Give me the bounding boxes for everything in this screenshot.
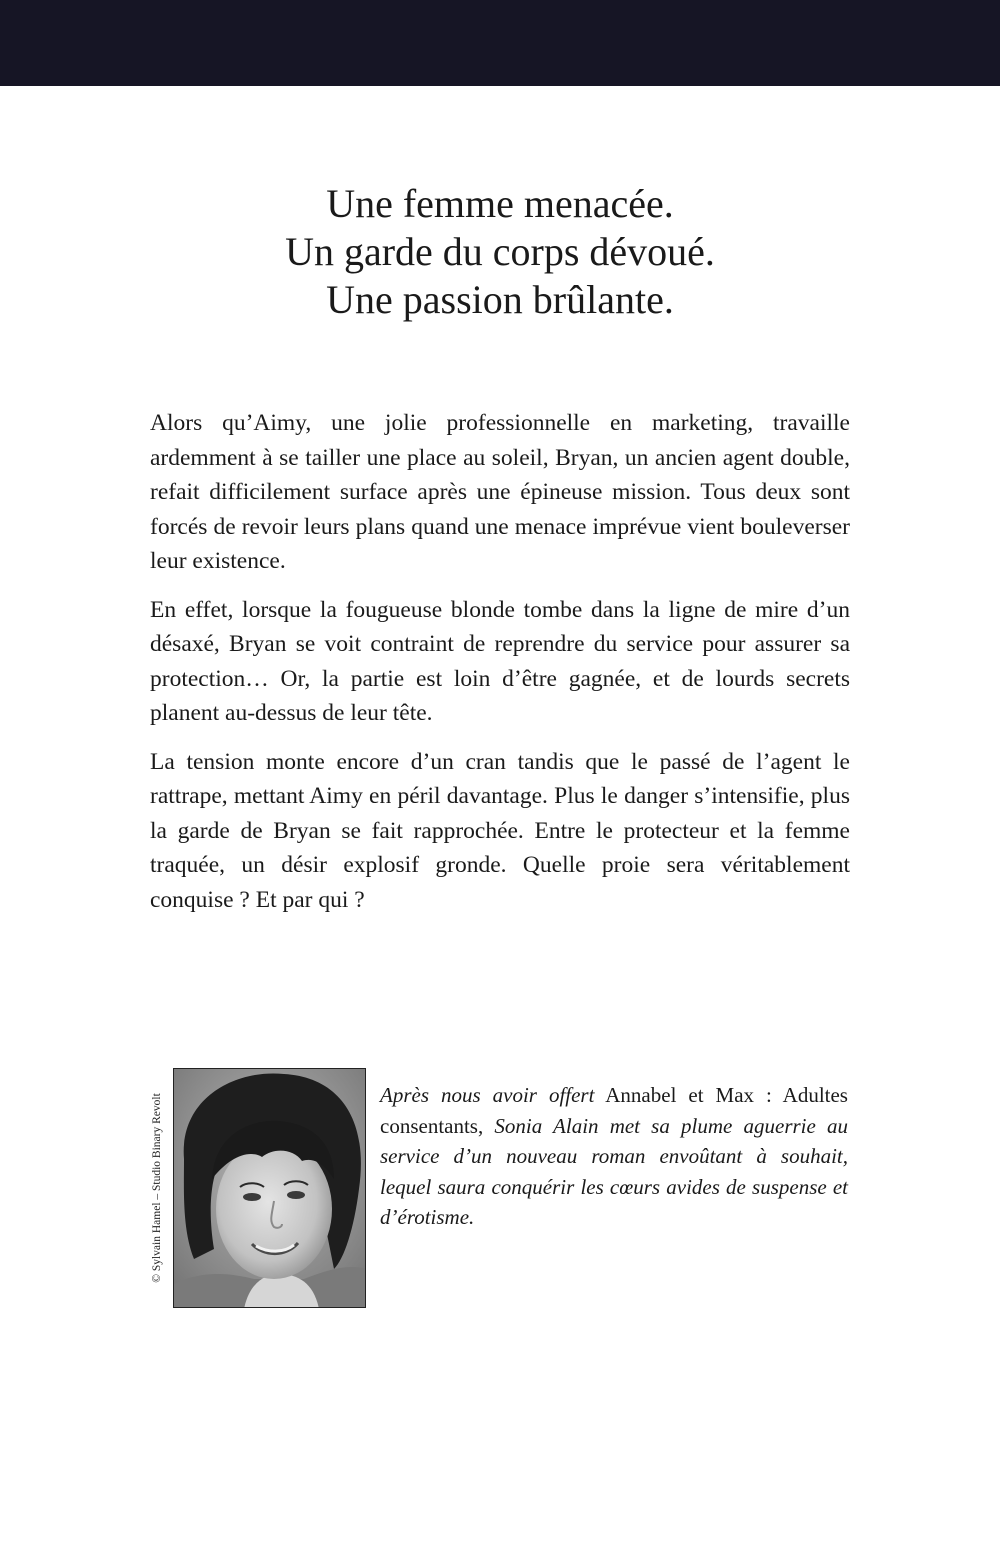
photo-credit: © Sylvain Hamel – Studio Binary Revolt — [151, 1093, 163, 1283]
bio-intro: Après nous avoir offert — [380, 1083, 595, 1107]
blurb-paragraph-3: La tension monte encore d’un cran tandis que le passé de l’agent le rattrape, mettant Aimy en péril davantage. Plus le danger s’intensifie, plus la garde de Bryan se fait rapprochée. Entre le protecteur et la femme traquée, un désir explosif gronde. Quelle proie sera véritablement conquise ? Et par qui ? — [150, 748, 850, 913]
blurb-paragraph-1: Alors qu’Aimy, une jolie professionnelle en marketing, travaille ardemment à se tailler une place au soleil, Bryan, un ancien agent double, refait difficilement surface après une épineuse mission. Tous deux sont forcés de revoir leurs plans quand une menace imprévue vient bouleverser leur existence. — [150, 410, 850, 574]
top-color-band — [0, 0, 1000, 86]
blurb-paragraph-2: En effet, lorsque la fougueuse blonde tombe dans la ligne de mire d’un désaxé, Bryan se voit contraint de reprendre du service pour assurer sa protection… Or, la partie est loin d’être gagnée, et de lourds secrets planent au-dessus de leur tête. — [150, 596, 850, 726]
photo-credit-wrapper — [146, 1068, 168, 1308]
author-portrait-image — [174, 1069, 366, 1308]
tagline-line-3: Une passion brûlante. — [326, 277, 674, 322]
author-photo — [173, 1068, 366, 1308]
back-cover-blurb — [150, 406, 850, 931]
tagline-line-1: Une femme menacée. — [326, 181, 674, 226]
tagline — [0, 180, 1000, 324]
author-bio — [380, 1080, 848, 1233]
bio-previous-title: Annabel et Max : Adultes consentants, — [380, 1083, 848, 1138]
bio-text: Sonia Alain met sa plume aguerrie au service d’un nouveau roman envoûtant à souhait, lequel saura conquérir les cœurs avides de suspense et d’érotisme. — [380, 1113, 848, 1229]
tagline-line-2: Un garde du corps dévoué. — [285, 229, 715, 274]
